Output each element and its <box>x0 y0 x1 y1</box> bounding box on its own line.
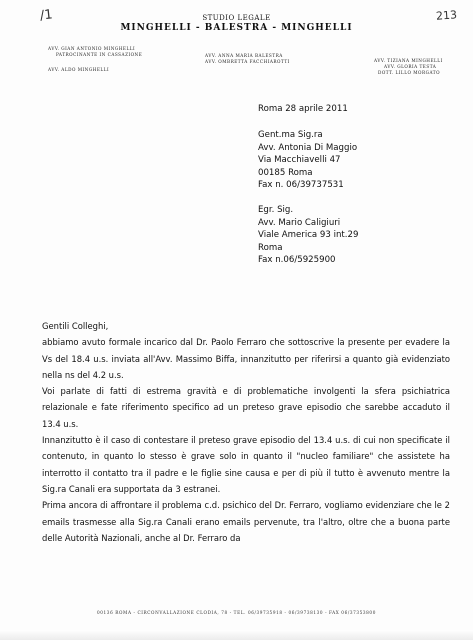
recipient-line: Gent.ma Sig.ra <box>258 130 323 140</box>
lawyer-name: AVV. TIZIANA MINGHELLI <box>374 58 443 63</box>
body-paragraph: Innanzitutto è il caso di contestare il preteso grave episodio del 13.4 u.s. di cui non specificate il contenuto, in quanto lo stesso è grave solo in quanto il "nucleo familiare" che assistete ha interrotto il contatto tra il padre e le figlie sine causa e per di più il tutto è avvenuto mentre la Sig.ra Canali era supportata da 3 estranei. <box>42 435 450 494</box>
recipient-block-2 <box>258 204 358 267</box>
letter-body <box>42 318 450 546</box>
lawyers-left <box>48 46 142 73</box>
recipient-line: Fax n. 06/39737531 <box>258 180 344 190</box>
body-paragraph: abbiamo avuto formale incarico dal Dr. Paolo Ferraro che sottoscrive la presente per evadere la Vs del 18.4 u.s. inviata all'Avv. Massimo Biffa, innanzitutto per riferirsi a quanto già evidenziato nella ns del 4.2 u.s. <box>42 337 450 380</box>
lawyers-right <box>374 58 443 76</box>
lawyer-title: PATROCINANTE IN CASSAZIONE <box>56 52 143 57</box>
handwritten-page-number: 213 <box>435 8 458 23</box>
recipient-line: Egr. Sig. <box>258 205 294 215</box>
recipient-line: Via Macchiavelli 47 <box>258 155 341 165</box>
recipient-line: Viale America 93 int.29 <box>258 230 359 240</box>
handwritten-mark-left: /1 <box>39 7 54 24</box>
lawyer-name: AVV. GIAN ANTONIO MINGHELLI <box>48 46 136 51</box>
recipient-line: Avv. Mario Caligiuri <box>258 217 341 228</box>
recipient-block-1 <box>258 129 357 192</box>
lawyer-name: AVV. ALDO MINGHELLI <box>48 67 110 72</box>
lawyers-center <box>205 53 290 65</box>
page-bottom-shade <box>0 630 473 640</box>
footer-address: 00136 ROMA - CIRCONVALLAZIONE CLODIA, 78 - TEL. 06/39735918 - 06/39738130 - FAX 06/37353800 <box>97 610 376 615</box>
body-paragraph: Prima ancora di affrontare il problema c.d. psichico del Dr. Ferraro, vogliamo evidenziare che le 2 emails trasmesse alla Sig.ra Canali erano emails pervenute, tra l'altro, oltre che a buona parte delle Autorità Nazionali, anche al Dr. Ferraro da <box>42 500 450 543</box>
firm-label: STUDIO LEGALE <box>202 14 271 22</box>
recipient-line: Avv. Antonia Di Maggio <box>258 142 358 153</box>
recipient-line: Fax n.06/5925900 <box>258 255 336 265</box>
lawyer-name: AVV. GLORIA TESTA <box>384 64 437 69</box>
letterhead <box>0 14 473 33</box>
firm-name: MINGHELLI - BALESTRA - MINGHELLI <box>120 23 353 33</box>
letter-date: Roma 28 aprile 2011 <box>258 104 348 114</box>
lawyer-name: AVV. OMBRETTA FACCHIAROTTI <box>205 59 290 64</box>
lawyer-name: DOTT. LILLO MORGATO <box>378 70 441 75</box>
body-paragraph: Voi parlate di fatti di estrema gravità e di problematiche involgenti la sfera psichiatrica relazionale e fate riferimento specifico ad un preteso grave episodio che sarebbe accaduto il 13.4 u.s. <box>42 386 450 429</box>
recipient-line: 00185 Roma <box>258 167 313 178</box>
recipient-line: Roma <box>258 242 283 253</box>
salutation: Gentili Colleghi, <box>42 321 109 331</box>
lawyer-name: AVV. ANNA MARIA BALESTRA <box>205 53 283 58</box>
